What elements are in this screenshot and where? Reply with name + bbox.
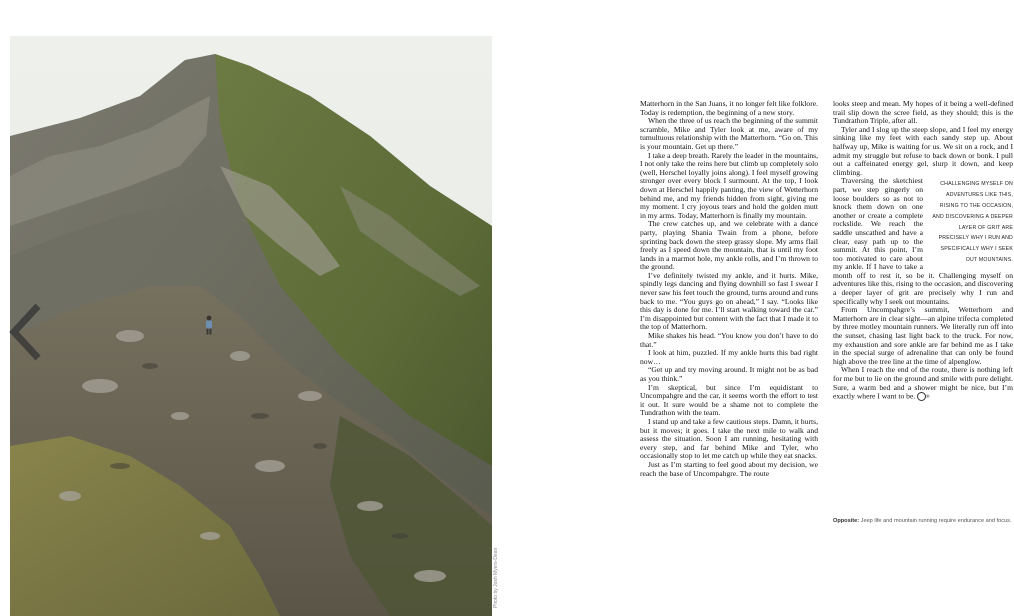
article-column-left: [640, 100, 818, 478]
mountain-illustration: [10, 36, 492, 616]
previous-page-button[interactable]: [8, 300, 48, 364]
paragraph: Tyler and I slog up the steep slope, and I feel my energy sinking like my feet with each sandy step up. About halfway up, Mike is waiting for us. We sit on a rock, and I admit my struggle but refuse to back down or bonk. I pull out a caffeinated energy gel, slurp it down, and keep climbing.: [833, 124, 1013, 177]
paragraph: Mike shakes his head. “You know you don’t have to do that.”: [640, 331, 818, 349]
paragraph: Matterhorn in the San Juans, it no longer felt like folklore. Today is redemption, the beginning of a new story.: [640, 99, 818, 117]
chevron-left-icon: [8, 300, 48, 364]
paragraph-final: [833, 366, 1013, 401]
article-column-right: [833, 100, 1013, 401]
caption-text: Jeep life and mountain running require endurance and focus.: [859, 518, 1012, 524]
pull-quote: CHALLENGING MYSELF ON ADVENTURES LIKE THIS, RISING TO THE OCCASION, AND DISCOVERING A DEEPER LAYER OF GRIT ARE PRECISELY WHY I RUN AND SPECIFICALLY WHY I SEEK OUT MOUNTAINS.: [932, 181, 1013, 263]
paragraph: Traversing the sketchiest part, we step gingerly on loose boulders so as not to knock them down on one another or create a complete rockslide. We reach the saddle unscathed and have a clear, easy path up to the summit. At this point, I’m too motivated to care about my ankle. If I have to take a month off to rest it, so be it. Challenging myself on adventures like this, rising to the occasion, and discovering a deeper layer of grit are precisely why I run and specifically why I seek out mountains.: [833, 176, 1013, 306]
photo-credit: Photo by Josh Myers-Dean: [493, 547, 499, 608]
paragraph: I take a deep breath. Rarely the leader in the mountains, I not only take the reins here but climb up completely solo (well, Herschel loyally joins along). I feel myself growing stronger over every block I surmount. At the top, I look down at Herschel happily panting, the view of Wetterhorn behind me, and my friends hidden from sight, giving me my moment. I cry joyous tears and hold the golden mutt in my arms. Today, Matterhorn is finally my mountain.: [640, 150, 818, 220]
paragraph: looks steep and mean. My hopes of it being a well-defined trail slip down the scree field, as they should; this is the Tundrathon Triple, after all.: [833, 99, 1013, 126]
paragraph: I’ve definitely twisted my ankle, and it hurts. Mike, spindly legs dancing and flying downhill so fast I swear I never saw his feet touch the ground, turns around and runs back to me. “You guys go on ahead,” I say. “Looks like this day is done for me. I’ll start walking toward the car.” I’m disappointed but content with the fact that I made it to the top of Matterhorn.: [640, 270, 818, 332]
mountain-photo: [10, 36, 492, 616]
paragraph: When the three of us reach the beginning of the summit scramble, Mike and Tyler look at me, aware of my tumultuous relationship with the Matterhorn. “Go on. This is your mountain. Get up there.”: [640, 116, 818, 151]
photo-caption: [833, 518, 1013, 525]
paragraph: I stand up and take a few cautious steps. Damn, it hurts, but it moves; it goes. I take the next mile to walk and assess the situation. Soon I am running, hesitating with every step, and far behind Mike and Tyler, who occasionally stop to let me catch up while they eat snacks.: [640, 416, 818, 461]
paragraph: I’m skeptical, but since I’m equidistant to Uncompahgre and the car, it seems worth the effort to test it out. It sure would be a shame not to complete the Tundrathon with the team.: [640, 382, 818, 418]
caption-lead: Opposite:: [833, 518, 860, 524]
paragraph: The crew catches up, and we celebrate with a dance party, playing Shania Twain from a phone, before sprinting back down the steep grassy slope. My arms flail freely as I speed down the mountain, that is until my foot lands in a marmot hole, my ankle rolls, and I’m thrown to the ground.: [640, 219, 818, 272]
paragraph-text: When I reach the end of the route, there is nothing left for me but to lie on the ground and smile with pure delight. Sure, a warm bed and a shower might be nice, but I’m exactly where I want to be.: [833, 365, 1013, 401]
end-mark-icon: ®: [917, 392, 926, 401]
paragraph: “Get up and try moving around. It might not be as bad as you think.”: [640, 365, 818, 383]
paragraph: I look at him, puzzled. If my ankle hurts this bad right now…: [640, 348, 818, 366]
paragraph: From Uncompahgre’s summit, Wetterhorn and Matterhorn are in clear sight—an alpine trifecta completed by three motley mountain runners. We literally run off into the sunset, chasing last light back to the truck. For now, my exhaustion and sore ankle are far behind me as I take in the special surge of adrenaline that can only be found high above the tree line at the time of alpenglow.: [833, 305, 1013, 366]
paragraph: Just as I’m starting to feel good about my decision, we reach the base of Uncompahgre. The route: [640, 459, 818, 478]
